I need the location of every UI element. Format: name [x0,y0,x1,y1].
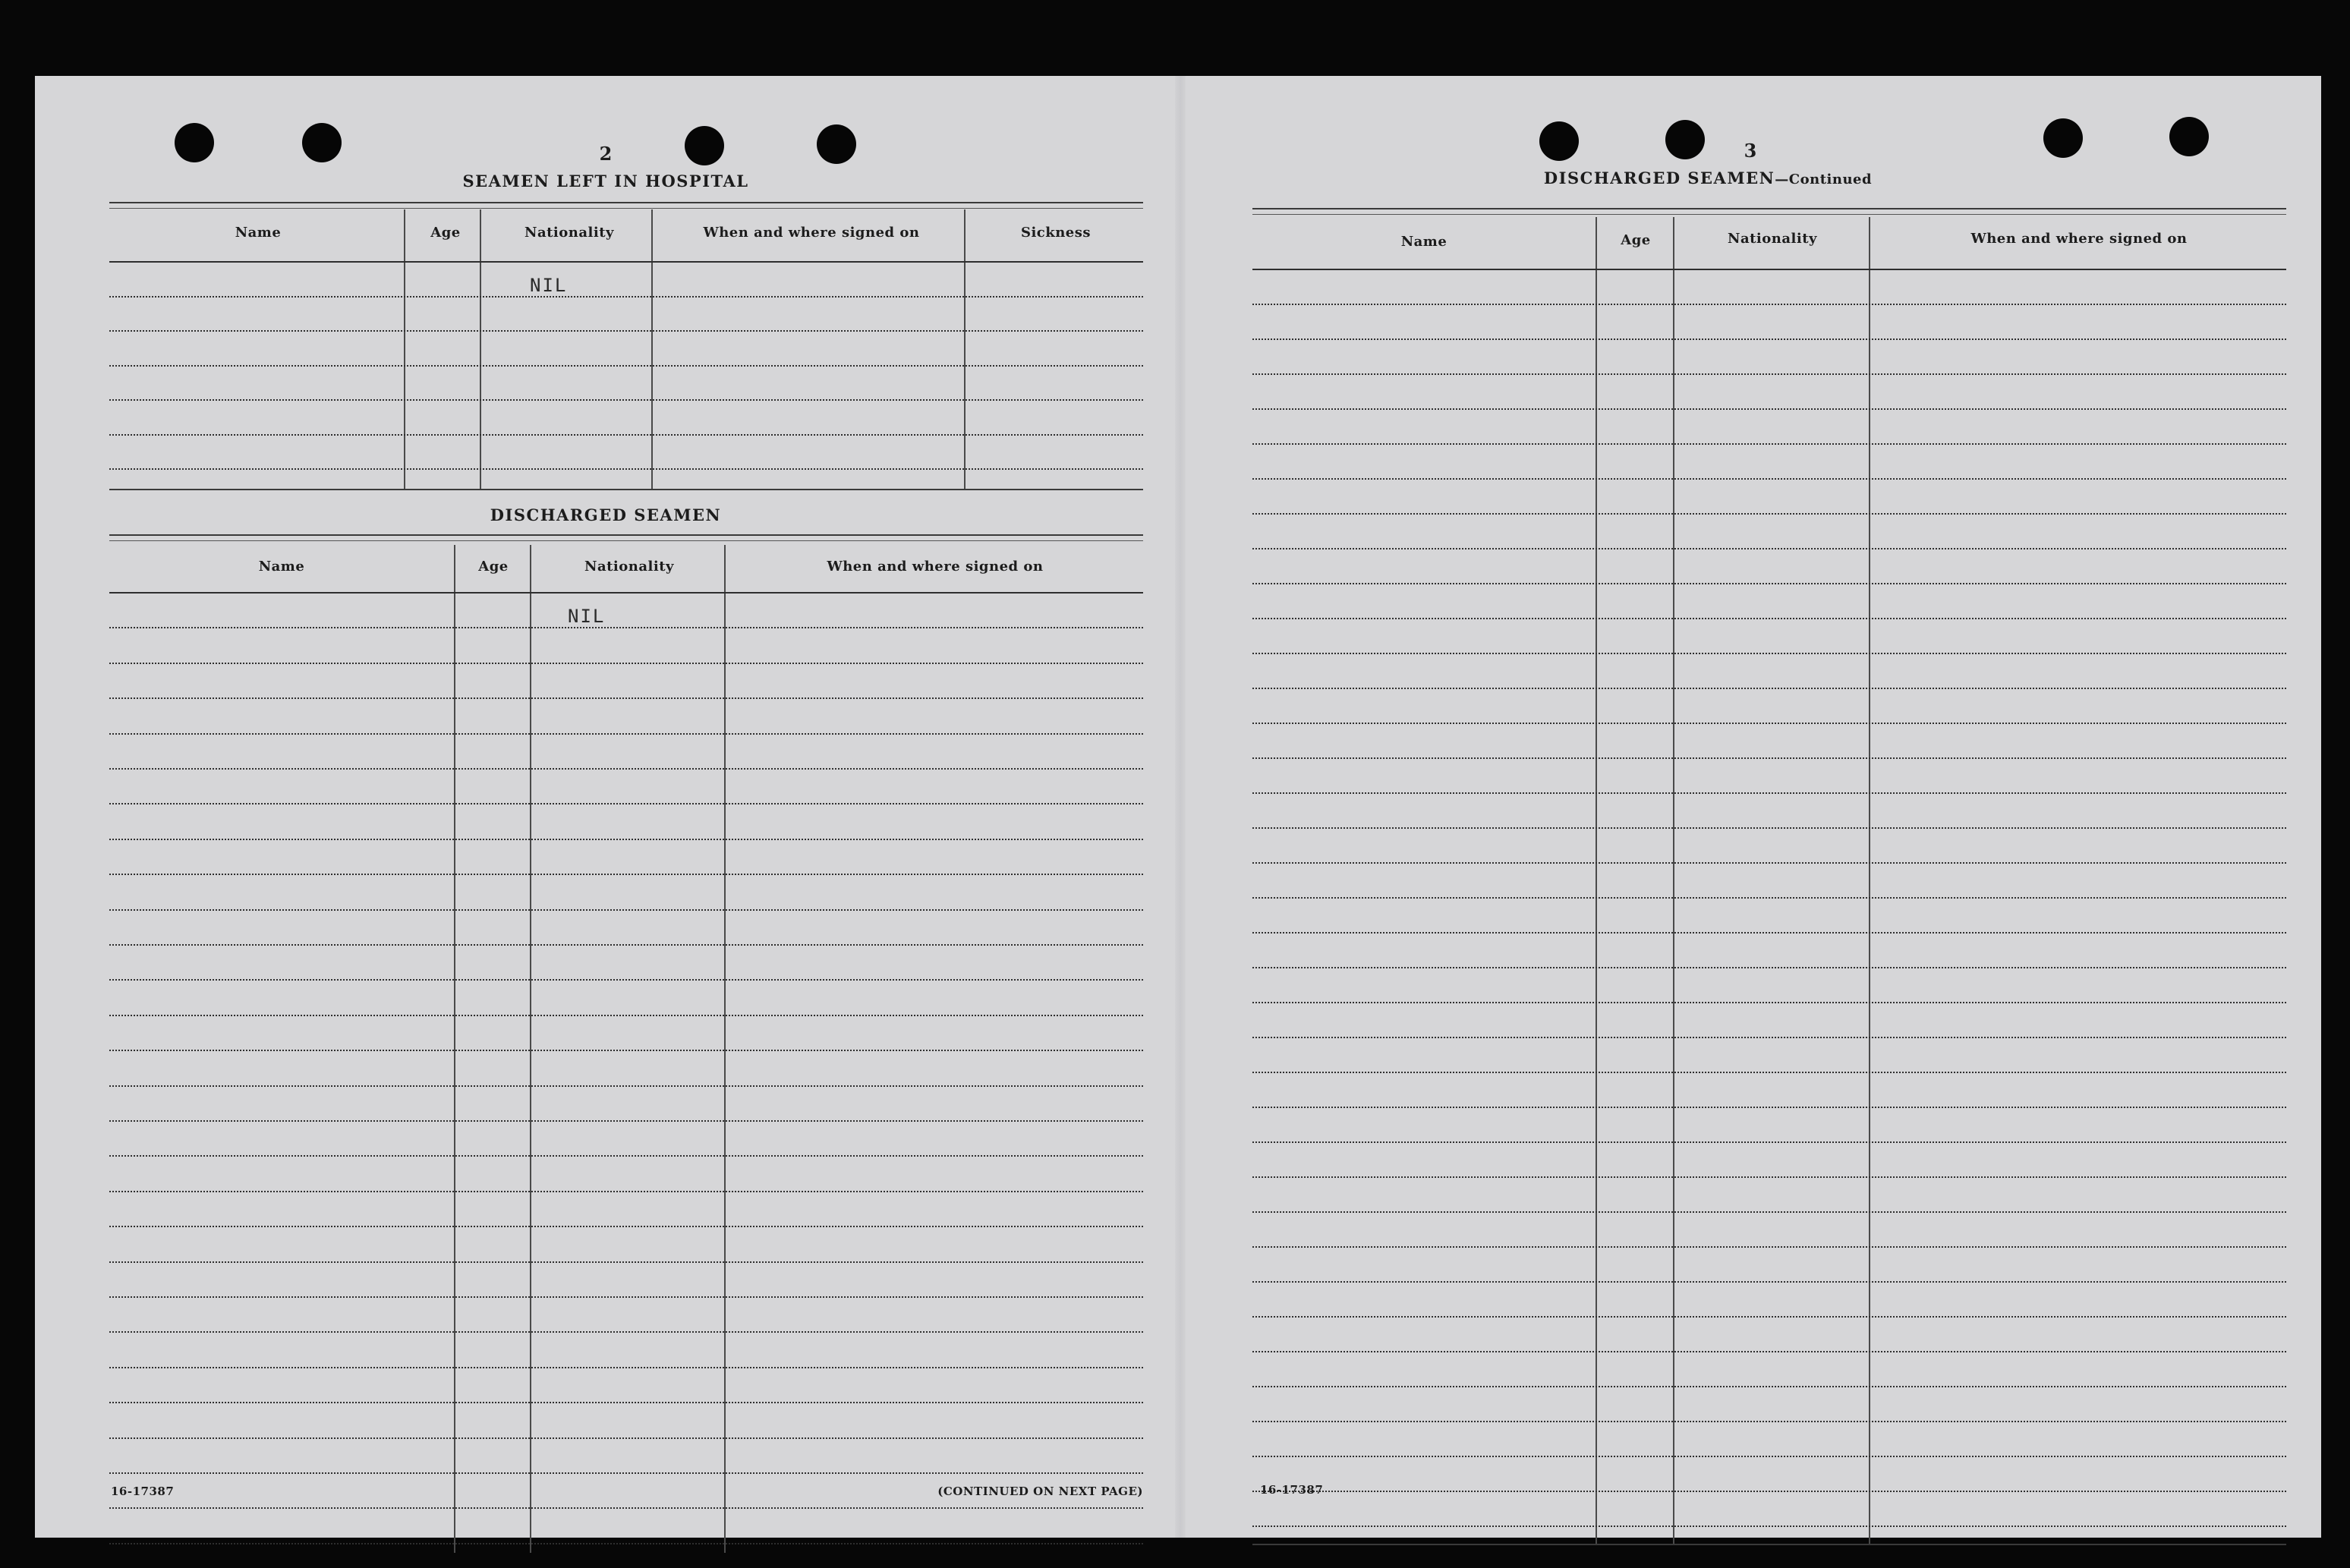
ruled-line [109,1050,1143,1051]
ruled-line [109,1085,1143,1087]
column-header: When and where signed on [703,225,920,241]
ruled-line [109,365,1143,367]
ruled-line [1252,1386,2286,1387]
ruled-line [1252,1246,2286,1248]
ruled-line [109,399,1143,401]
ruled-line [109,1472,1143,1474]
column-header: Name [258,559,305,575]
column-header: Name [1400,234,1447,250]
table-rule [1252,208,2286,209]
ruled-line [109,1402,1143,1403]
ruled-line [1252,443,2286,445]
ruled-line [1252,338,2286,340]
ruled-line [1252,723,2286,724]
ruled-line [109,261,1143,263]
typed-entry: NIL [568,606,606,627]
ruled-line [109,627,1143,628]
ruled-line [1252,1211,2286,1213]
document-sheet [35,76,2321,1538]
punch-hole [302,123,342,162]
column-divider [651,209,653,489]
page-fold [1175,76,1186,1538]
ruled-line [109,909,1143,911]
ruled-line [1252,688,2286,689]
typed-entry: NIL [530,275,568,296]
ruled-line [109,1015,1143,1016]
punch-hole [2169,117,2209,156]
ruled-line [109,434,1143,436]
punch-hole [175,123,214,162]
ruled-line [109,1296,1143,1298]
ruled-line [1252,1456,2286,1457]
column-header: Age [1621,232,1651,248]
ruled-line [1252,1107,2286,1108]
ruled-line [109,697,1143,699]
ruled-line [1252,373,2286,375]
punch-hole [2043,118,2083,158]
ruled-line [1252,1316,2286,1318]
ruled-line [1252,1141,2286,1143]
punch-hole [817,124,856,164]
ruled-line [1252,932,2286,934]
column-header: When and where signed on [1970,231,2188,247]
table-rule [109,489,1143,490]
ruled-line [1252,897,2286,899]
ruled-line [109,979,1143,981]
table-rule [1252,214,2286,215]
column-header: Name [235,225,282,241]
ruled-line [109,1261,1143,1263]
ruled-line [109,1367,1143,1368]
table-rule [109,202,1143,203]
ruled-line [1252,1525,2286,1527]
ruled-line [1252,513,2286,515]
section-title-discharged-continued [1526,168,1890,187]
column-header: Nationality [524,225,614,241]
ruled-line [1252,1281,2286,1283]
ruled-line [109,803,1143,804]
ruled-line [1252,1072,2286,1073]
ruled-line [109,1437,1143,1439]
column-divider [1596,217,1597,1544]
ruled-line [109,733,1143,735]
page-number: 3 [1744,140,1757,162]
ruled-line [109,839,1143,840]
form-number: 16-17387 [1260,1483,1324,1497]
ruled-line [109,1543,1143,1544]
ruled-line [1252,967,2286,968]
ruled-line [1252,1351,2286,1352]
ruled-line [1252,478,2286,480]
column-divider [480,209,481,489]
column-header: Age [430,225,461,241]
ruled-line [1252,862,2286,864]
column-header: Sickness [1020,225,1092,241]
punch-hole [1539,121,1579,161]
ruled-line [1252,1421,2286,1422]
ruled-line [109,1331,1143,1333]
section-title-text: DISCHARGED SEAMEN [1543,168,1775,187]
ruled-line [1252,548,2286,549]
column-divider [964,209,966,489]
column-divider [1869,217,1870,1544]
ruled-line [1252,583,2286,584]
ruled-line [109,1155,1143,1157]
ruled-line [109,330,1143,332]
ruled-line [109,1191,1143,1192]
column-header: When and where signed on [827,559,1044,575]
page-number: 2 [599,143,613,165]
table-rule [109,208,1143,209]
ruled-line [1252,653,2286,654]
ruled-line [109,1226,1143,1227]
ruled-line [1252,1491,2286,1492]
ruled-line [1252,408,2286,410]
ruled-line [109,296,1143,298]
ruled-line [1252,757,2286,759]
table-rule [1252,1544,2286,1545]
column-header: Nationality [1728,231,1817,247]
ruled-line [109,592,1143,594]
ruled-line [1252,269,2286,270]
form-number: 16-17387 [111,1485,175,1498]
ruled-line [109,944,1143,946]
ruled-line [109,1507,1143,1509]
ruled-line [1252,304,2286,305]
ruled-line [1252,1176,2286,1178]
section-title-hospital: SEAMEN LEFT IN HOSPITAL [462,172,749,190]
ruled-line [109,874,1143,875]
column-divider [404,209,405,489]
ruled-line [1252,1037,2286,1038]
ruled-line [109,663,1143,664]
section-title-discharged: DISCHARGED SEAMEN [490,505,722,524]
column-header: Age [478,559,509,575]
ruled-line [1252,792,2286,794]
ruled-line [109,768,1143,770]
punch-hole [685,126,724,165]
continued-note: (CONTINUED ON NEXT PAGE) [937,1485,1143,1498]
ruled-line [1252,1002,2286,1003]
ruled-line [109,468,1143,470]
ruled-line [1252,618,2286,619]
ruled-line [109,1120,1143,1122]
table-rule [109,534,1143,536]
column-header: Nationality [584,559,674,575]
section-title-suffix: —Continued [1775,172,1873,187]
ruled-line [1252,827,2286,829]
column-divider [1673,217,1674,1544]
punch-hole [1665,120,1705,159]
table-rule [109,540,1143,541]
